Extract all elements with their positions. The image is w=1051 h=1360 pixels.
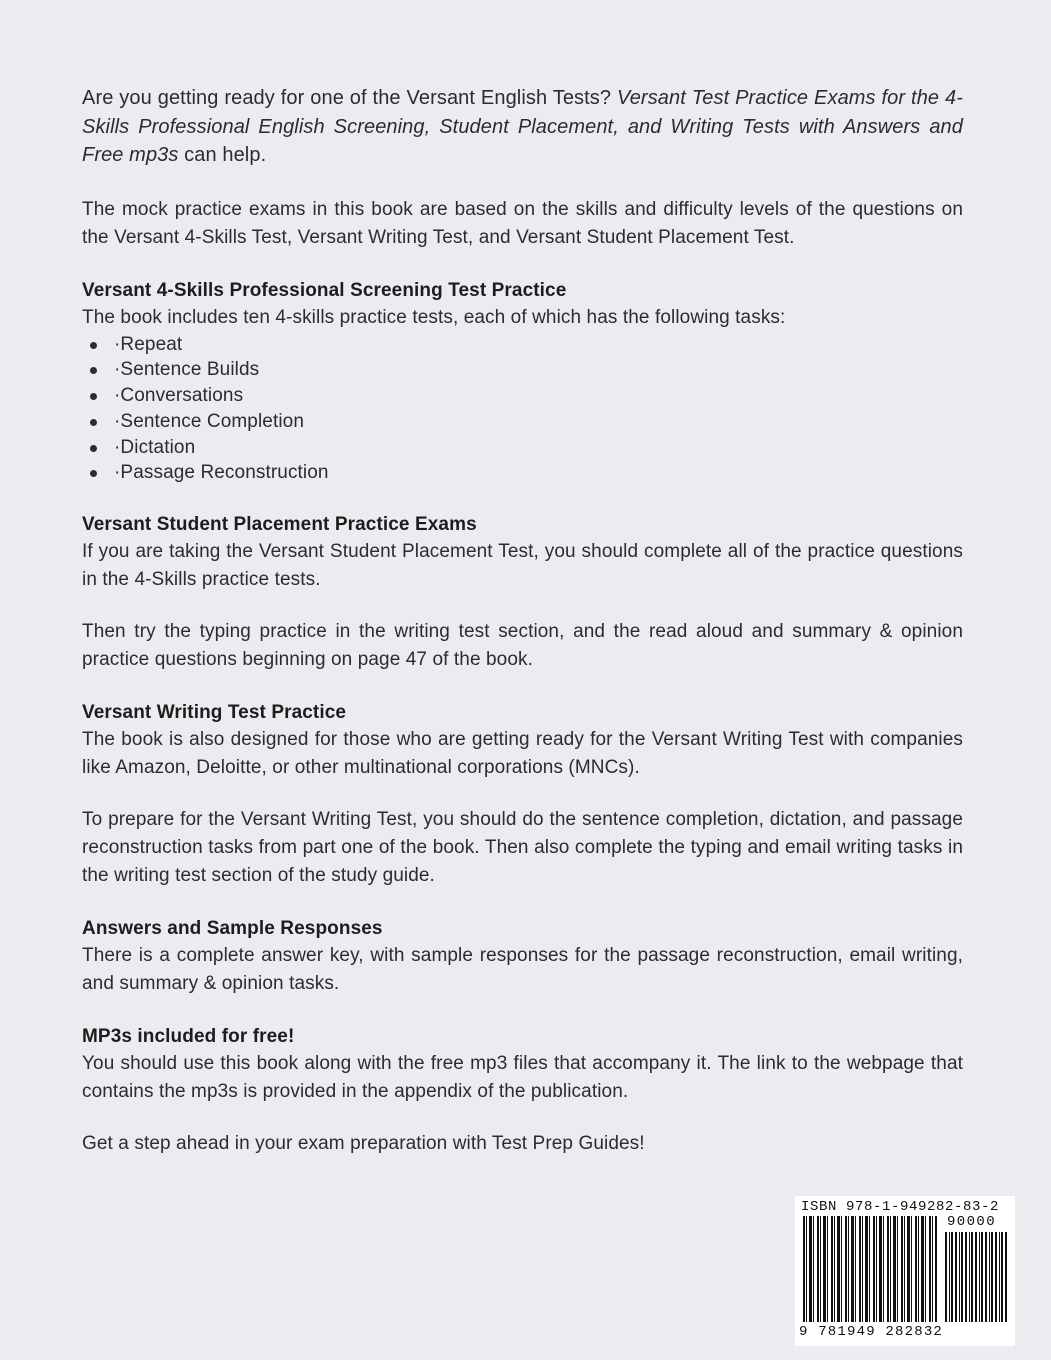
intro-paragraph: [82, 84, 963, 170]
section-4skills-heading: Versant 4-Skills Professional Screening Test Practice: [82, 279, 567, 301]
section-answers-heading: Answers and Sample Responses: [82, 918, 383, 940]
barcode-addon-number: 90000: [947, 1214, 997, 1230]
closing-line: Get a step ahead in your exam preparation with Test Prep Guides!: [82, 1133, 645, 1155]
section-writing-para1: The book is also designed for those who are getting ready for the Versant Writing Test with companies like Amazon, Deloitte, or other multinational corporations (MNCs).: [82, 729, 963, 779]
task-item: ·Conversations: [114, 383, 963, 409]
section-answers-text: There is a complete answer key, with sample responses for the passage reconstruction, email writing, and summary & opinion tasks.: [82, 945, 963, 995]
task-item: ·Sentence Completion: [114, 409, 963, 435]
task-list: [82, 332, 963, 487]
isbn-label: ISBN 978-1-949282-83-2: [801, 1199, 1000, 1215]
back-cover-text: [82, 84, 963, 1158]
task-item: ·Repeat: [114, 332, 963, 358]
section-mp3-heading: MP3s included for free!: [82, 1026, 295, 1048]
section-mp3-text: You should use this book along with the free mp3 files that accompany it. The link to the webpage that contains the mp3s is provided in the appendix of the publication.: [82, 1053, 963, 1103]
intro-tail: can help.: [178, 144, 267, 166]
ean-number: 9 781949 282832: [799, 1324, 944, 1340]
section-writing-para2: To prepare for the Versant Writing Test, you should do the sentence completion, dictation, and passage reconstruction tasks from part one of the book. Then also complete the typing and email writing tasks in the writing test section of the study guide.: [82, 809, 963, 887]
intro-book-title: Versant Test Practice Exams for the 4-Skills Professional English Screening, Student Placement, and Writing Tests with Answers and Free mp3s: [82, 87, 963, 166]
isbn-barcode: [795, 1196, 1015, 1346]
barcode-bars-main: [803, 1216, 937, 1322]
section-placement-para2: Then try the typing practice in the writing test section, and the read aloud and summary & opinion practice questions beginning on page 47 of the book.: [82, 621, 963, 671]
intro-lead: Are you getting ready for one of the Versant English Tests?: [82, 87, 618, 109]
section-placement-heading: Versant Student Placement Practice Exams: [82, 514, 477, 536]
section-placement-para1: If you are taking the Versant Student Placement Test, you should complete all of the practice questions in the 4-Skills practice tests.: [82, 541, 963, 591]
task-item: ·Sentence Builds: [114, 357, 963, 383]
task-item: ·Dictation: [114, 435, 963, 461]
section-4skills-text: The book includes ten 4-skills practice tests, each of which has the following tasks:: [82, 306, 786, 328]
barcode-bars-addon: [945, 1232, 1007, 1322]
section-writing-heading: Versant Writing Test Practice: [82, 702, 347, 724]
task-item: ·Passage Reconstruction: [114, 460, 963, 486]
basis-paragraph: The mock practice exams in this book are based on the skills and difficulty levels of the questions on the Versant 4-Skills Test, Versant Writing Test, and Versant Student Placement Test.: [82, 198, 963, 248]
